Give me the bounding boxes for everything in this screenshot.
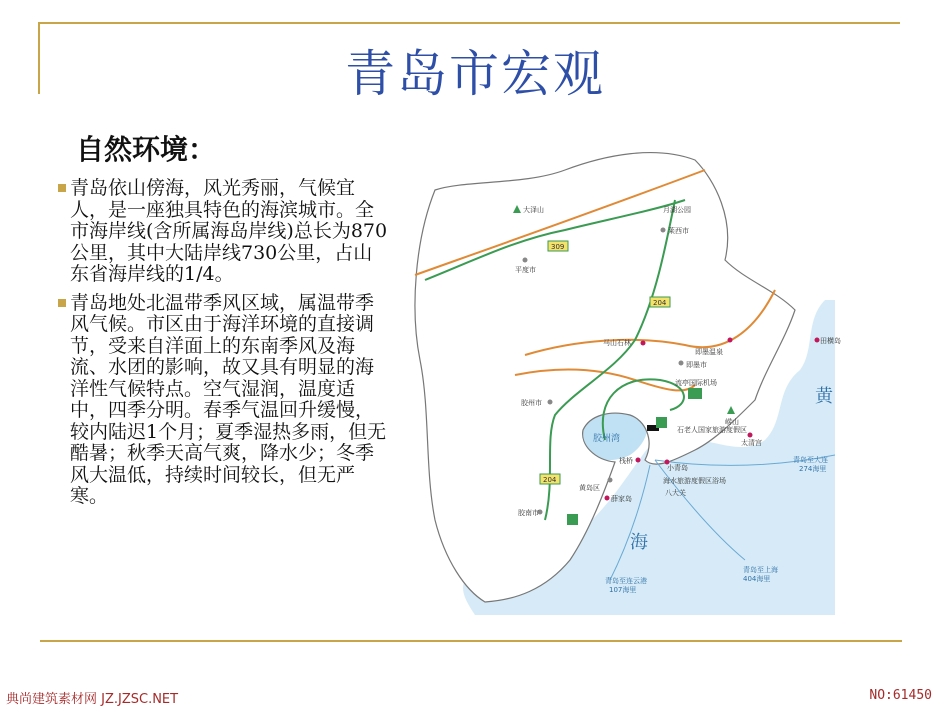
route-label-shanghai-nm: 404海里 [743, 575, 771, 583]
map-label-badaguan: 八大关 [665, 489, 686, 497]
map-label-laixi: 莱西市 [668, 227, 689, 235]
frame-top-line [38, 22, 900, 24]
poi-marker [641, 341, 646, 346]
map-label-resort: 海水旅游度假区浴场 [663, 477, 726, 485]
map-label-jimo: 即墨市 [686, 361, 707, 369]
map-label-xuejiadao: 薛家岛 [611, 495, 632, 503]
footer-number: NO:61450 [869, 688, 932, 703]
qingdao-map [405, 140, 841, 615]
park-icon [656, 417, 667, 428]
airport-icon [688, 388, 702, 399]
route-label-lianyungang-nm: 107海里 [609, 586, 637, 594]
poi-marker [728, 338, 733, 343]
map-label-zhanqiao: 栈桥 [619, 457, 633, 465]
map-label-jiaonan: 胶南市 [518, 509, 539, 517]
road-204a-label: 204 [653, 299, 667, 307]
poi-marker [748, 433, 753, 438]
bullet-list [58, 178, 388, 515]
map-label-mashan: 马山石林 [603, 339, 631, 347]
map-label-dazeshan: 大泽山 [523, 206, 544, 214]
road-204b-label: 204 [543, 476, 557, 484]
city-marker [523, 258, 528, 263]
footer-watermark: 典尚建筑素材网 JZ.JZSC.NET [6, 692, 179, 707]
map-label-huangdao: 黄岛区 [579, 484, 600, 492]
map-label-yuehu: 月湖公园 [663, 206, 691, 214]
map-label-tianheng: 田横岛 [820, 337, 841, 345]
poi-marker [636, 458, 641, 463]
map-label-laoshan: 崂山 [725, 418, 739, 426]
map-label-xiaoqingdao: 小青岛 [667, 464, 688, 472]
map-label-airport: 流亭国际机场 [675, 379, 717, 387]
city-marker [548, 400, 553, 405]
city-marker [679, 361, 684, 366]
frame-bottom-line [40, 640, 902, 642]
city-marker [608, 478, 613, 483]
map-label-jimo-spa: 即墨温泉 [695, 348, 723, 356]
route-label-dalian-nm: 274海里 [799, 465, 827, 473]
city-marker [661, 228, 666, 233]
bullet-climate: 青岛地处北温带季风区域，属温带季风气候。市区由于海洋环境的直接调节，受来自洋面上的东南季风及海流、水团的影响，故又具有明显的海洋性气候特点。空气湿润，温度适中，四季分明。春季气温回升缓慢，较内陆迟1个月；夏季湿热多雨，但无酷暑；秋季天高气爽，降水少；冬季风大温低，持续时间较长，但无严寒。 [58, 293, 388, 508]
bullet-coastline: 青岛依山傍海，风光秀丽，气候宜人，是一座独具特色的海滨城市。全市海岸线(含所属海岛岸线)总长为870公里，其中大陆岸线730公里，占山东省海岸线的1/4。 [58, 178, 388, 286]
map-label-huang: 黄 [815, 386, 833, 407]
map-label-shilaoren: 石老人国家旅游度假区 [677, 426, 747, 434]
section-subtitle: 自然环境： [76, 133, 217, 166]
road-309-label: 309 [551, 243, 565, 251]
map-label-jiaozhou-bay: 胶州湾 [593, 434, 621, 444]
route-label-lianyungang: 青岛至连云港 [605, 577, 647, 585]
map-label-jiaozhou: 胶州市 [521, 399, 542, 407]
map-label-hai: 海 [630, 532, 648, 553]
route-label-dalian: 青岛至大连 [793, 456, 828, 464]
map-label-pingdu: 平度市 [515, 266, 536, 274]
route-label-shanghai: 青岛至上海 [743, 566, 778, 574]
page-title: 青岛市宏观 [345, 45, 605, 103]
map-label-taiqing: 太清宫 [741, 439, 762, 447]
poi-marker [605, 496, 610, 501]
poi-marker [815, 338, 820, 343]
park-icon [567, 514, 578, 525]
